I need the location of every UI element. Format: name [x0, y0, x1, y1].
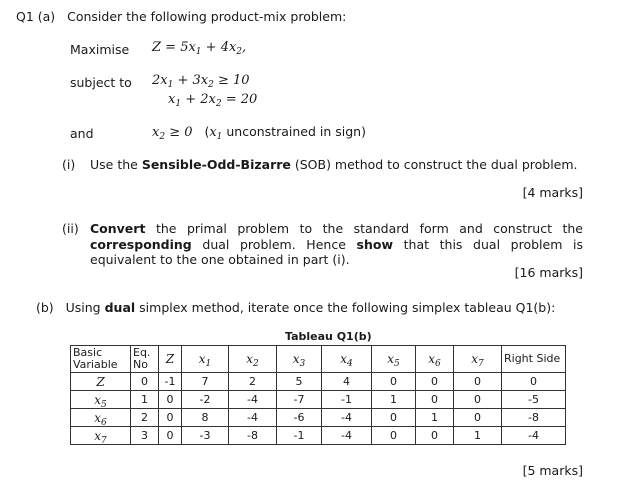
table-cell: 4: [322, 373, 372, 391]
table-cell: 0: [416, 373, 454, 391]
table-cell: 0: [131, 373, 159, 391]
sign-note: ($x_1$ unconstrained in sign): [204, 124, 366, 142]
header-x5: $x_5$: [372, 346, 416, 373]
table-row: [71, 373, 566, 391]
header-z: Z: [159, 346, 182, 373]
constraint-2: $x_1 + 2x_2 = 20$: [168, 92, 258, 109]
basic-x7: $x_7$: [71, 427, 131, 445]
header-x2: $x_2$: [229, 346, 277, 373]
table-cell: 5: [277, 373, 322, 391]
header-x6: $x_6$: [416, 346, 454, 373]
question-line: [16, 9, 346, 24]
table-cell: 0: [416, 427, 454, 445]
table-row: [71, 427, 566, 445]
header-eq-no: Eq. No: [131, 346, 159, 373]
table-cell: 2: [229, 373, 277, 391]
sob-method-name: Sensible-Odd-Bizarre: [141, 157, 291, 172]
constraint-1: $2x_1 + 3x_2 \ge 10$: [152, 73, 250, 90]
part-b-line: [36, 300, 555, 315]
table-header-row: [71, 346, 566, 373]
header-x1: $x_1$: [182, 346, 229, 373]
table-cell: 3: [131, 427, 159, 445]
objective-function: $Z = 5x_1 + 4x_2$,: [152, 40, 247, 57]
table-cell: 0: [454, 391, 502, 409]
part-i-text-pre: Use the: [90, 157, 138, 172]
table-cell: -1: [277, 427, 322, 445]
header-basic-variable: Basic Variable: [71, 346, 131, 373]
part-b-text-post: simplex method, iterate once the following simplex tableau Q1(b):: [139, 300, 556, 315]
table-cell: 0: [159, 391, 182, 409]
table-cell: -8: [502, 409, 566, 427]
table-row: [71, 409, 566, 427]
table-cell: -5: [502, 391, 566, 409]
tableau-title: Tableau Q1(b): [285, 330, 372, 343]
table-cell: -4: [502, 427, 566, 445]
header-x7: $x_7$: [454, 346, 502, 373]
table-cell: -4: [322, 427, 372, 445]
word-show: show: [356, 236, 393, 252]
table-cell: 1: [416, 409, 454, 427]
basic-z: Z: [71, 373, 131, 391]
table-cell: -3: [182, 427, 229, 445]
table-cell: 1: [372, 391, 416, 409]
table-cell: 8: [182, 409, 229, 427]
header-x3: $x_3$: [277, 346, 322, 373]
basic-x5: $x_5$: [71, 391, 131, 409]
table-cell: 0: [159, 427, 182, 445]
part-ii-marks: [16 marks]: [514, 265, 583, 280]
table-cell: 0: [159, 409, 182, 427]
sign-condition: $x_2 \ge 0$: [152, 125, 193, 142]
table-cell: 1: [454, 427, 502, 445]
sign-restrictions: [152, 124, 366, 140]
word-corresponding: corresponding: [90, 236, 192, 252]
part-i-marks: [4 marks]: [522, 185, 583, 200]
question-intro: Consider the following product-mix problem:: [67, 9, 347, 24]
part-i-label: (i): [62, 157, 76, 172]
table-cell: 0: [372, 409, 416, 427]
table-cell: -7: [277, 391, 322, 409]
table-cell: 0: [454, 373, 502, 391]
table-cell: -8: [229, 427, 277, 445]
basic-x6: $x_6$: [71, 409, 131, 427]
table-cell: 0: [502, 373, 566, 391]
maximise-label: Maximise: [70, 42, 130, 57]
subject-to-label: subject to: [70, 75, 132, 90]
part-ii-label: (ii): [62, 221, 79, 236]
header-x4: $x_4$: [322, 346, 372, 373]
table-cell: -4: [229, 409, 277, 427]
word-dual: dual: [104, 300, 136, 315]
part-ii-text-1: the primal problem to the standard form and construct the: [155, 221, 583, 236]
part-b-text-pre: Using: [65, 300, 101, 315]
table-cell: 0: [372, 373, 416, 391]
table-cell: -4: [322, 409, 372, 427]
part-b-marks: [5 marks]: [522, 463, 583, 478]
table-cell: -6: [277, 409, 322, 427]
header-right-side: Right Side: [502, 346, 566, 373]
table-row: [71, 391, 566, 409]
part-ii-text-3: that this dual problem is equivalent to the one obtained in part (i).: [90, 236, 583, 267]
table-cell: -1: [159, 373, 182, 391]
table-cell: 7: [182, 373, 229, 391]
table-cell: -1: [322, 391, 372, 409]
part-i-text: [90, 157, 583, 173]
part-ii-text-2: dual problem. Hence: [202, 236, 346, 252]
word-convert: Convert: [90, 221, 146, 236]
table-cell: 0: [454, 409, 502, 427]
simplex-tableau: [70, 345, 566, 445]
table-cell: 0: [416, 391, 454, 409]
part-b-label: (b): [36, 300, 54, 315]
table-cell: -2: [182, 391, 229, 409]
part-ii-text: [90, 221, 583, 268]
and-label: and: [70, 126, 94, 141]
table-cell: 2: [131, 409, 159, 427]
table-cell: 1: [131, 391, 159, 409]
table-cell: 0: [372, 427, 416, 445]
table-cell: -4: [229, 391, 277, 409]
question-label: Q1 (a): [16, 9, 56, 24]
part-i-text-post: (SOB) method to construct the dual problem.: [294, 157, 578, 172]
